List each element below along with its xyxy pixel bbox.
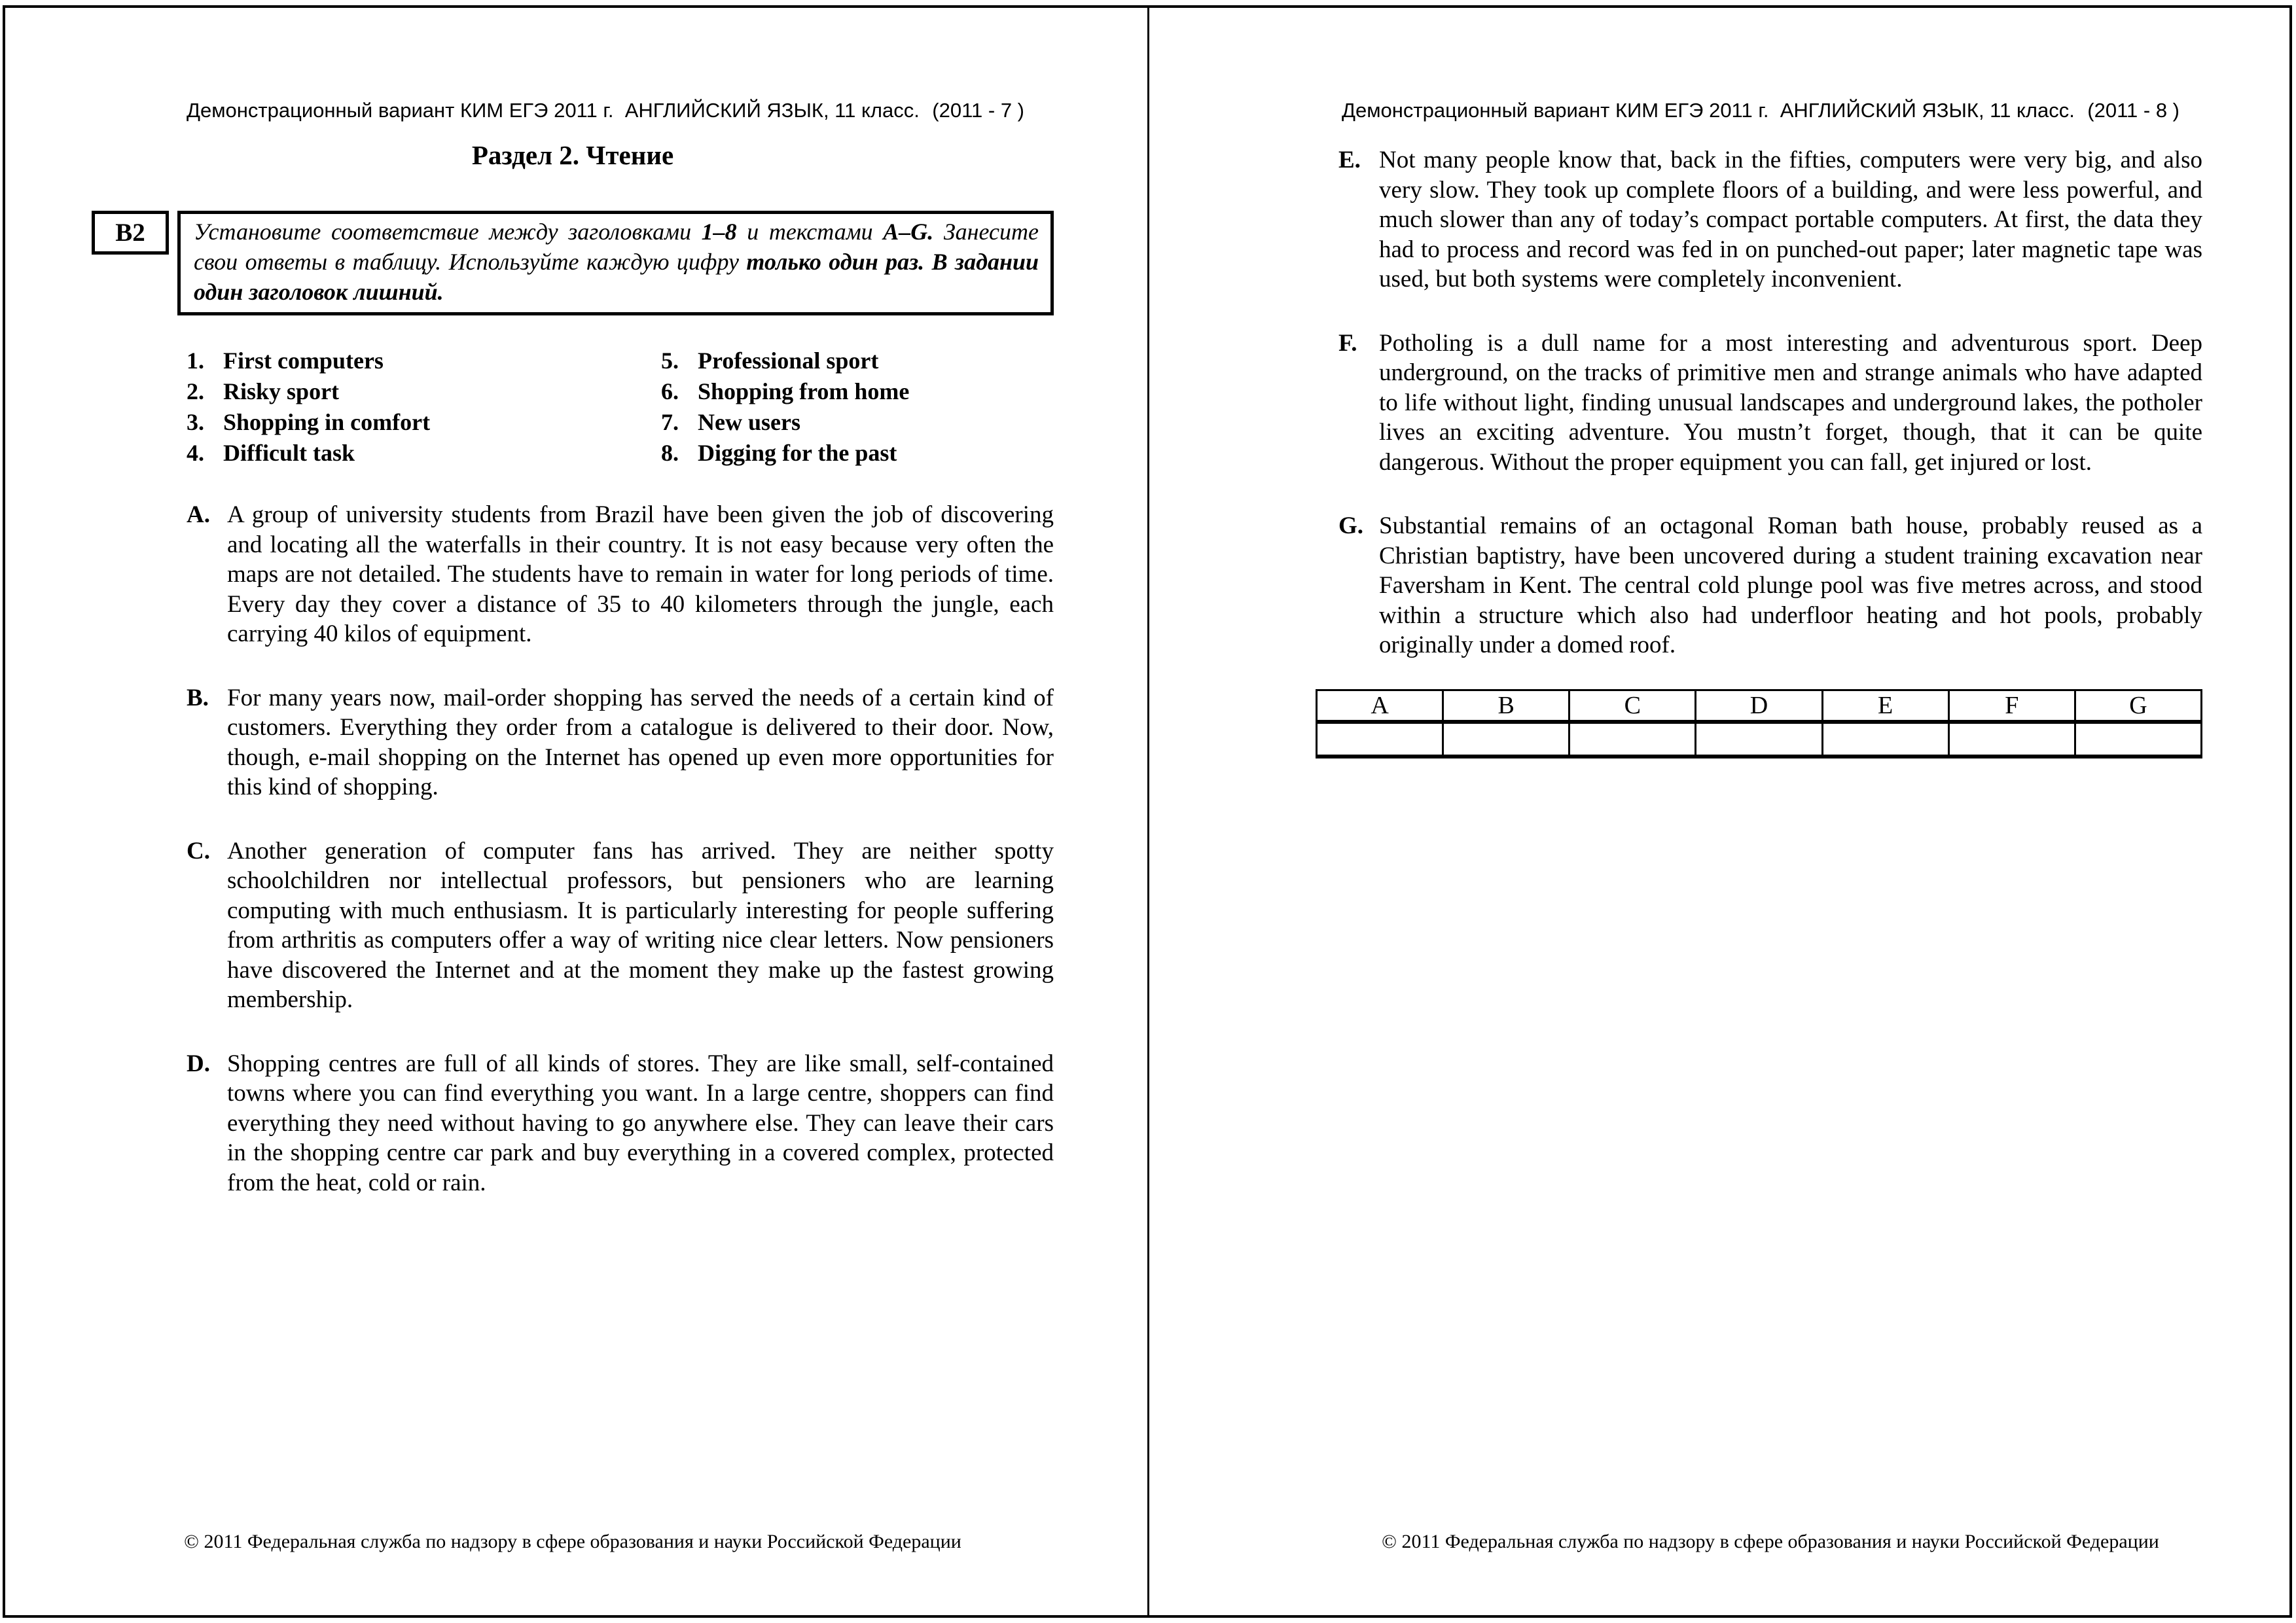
heading-label: Shopping from home	[698, 378, 910, 404]
answer-table-header-row	[1317, 690, 2202, 722]
text-paragraph-f	[1338, 329, 2202, 478]
text-paragraph-a	[187, 500, 1054, 649]
answer-cell-f	[1948, 722, 2075, 757]
instruction-segment: Занесите свои ответы в таблицу. Используйте каждую цифру	[194, 219, 1039, 275]
answer-column-header-f: F	[1948, 690, 2075, 722]
answer-cell-d	[1696, 722, 1822, 757]
heading-number: 2.	[187, 378, 204, 404]
heading-number: 4.	[187, 440, 204, 466]
answer-column-header-a: A	[1317, 690, 1443, 722]
task-row	[92, 211, 1054, 315]
text-paragraph-e	[1338, 145, 2202, 294]
headings-column-1	[187, 346, 661, 469]
heading-number: 8.	[661, 440, 679, 466]
heading-option-7	[661, 407, 1054, 438]
answer-column-header-c: C	[1570, 690, 1696, 722]
answer-table-input-row	[1317, 722, 2202, 757]
heading-option-8	[661, 438, 1054, 469]
instruction-segment: и текстами	[736, 219, 884, 245]
header-page-number: (2011 - 7 )	[932, 99, 1024, 122]
text-paragraph-d	[187, 1049, 1054, 1198]
paragraph-letter: E.	[1338, 147, 1361, 173]
answer-column-header-e: E	[1822, 690, 1948, 722]
paragraph-letter: C.	[187, 837, 210, 865]
copyright-footer: © 2011 Федеральная служба по надзору в сфере образования и науки Российской Федерации	[1382, 1531, 2159, 1552]
header-page-number: (2011 - 8 )	[2087, 99, 2179, 122]
page-header	[187, 98, 1024, 123]
page-header	[1342, 98, 2179, 123]
heading-option-6	[661, 376, 1054, 407]
paragraph-body: Shopping centres are full of all kinds of stores. They are like small, self-contained towns where you can find everything you want. In a large centre, shoppers can find everything they need without having to go anywhere else. They can leave their cars in the shopping centre car park and buy everything in a covered complex, protected from the heat, cold or rain.	[227, 1050, 1054, 1196]
instruction-segment-bold: А–G.	[883, 219, 934, 245]
heading-number: 6.	[661, 378, 679, 404]
page-divider-line	[1147, 7, 1149, 1616]
paragraph-letter: F.	[1338, 329, 1357, 357]
paragraph-letter: G.	[1338, 512, 1364, 539]
paragraph-body: Substantial remains of an octagonal Roman bath house, probably reused as a Christian baptistry, have been uncovered during a student training excavation near Faversham in Kent. The central cold plunge pool was five metres across, and stood within a structure which also had underfloor heating and hot pools, probably originally under a domed roof.	[1379, 512, 2202, 658]
instruction-segment-bold: только один раз. В задании один заголовок лишний.	[194, 249, 1039, 305]
paragraph-body: Another generation of computer fans has arrived. They are neither spotty schoolchildren nor intellectual professors, but pensioners who are learning computing with much enthusiasm. It is particularly interesting for people suffering from arthritis as computers offer a way of writing nice clear letters. Now pensioners have discovered the Internet and at the moment they make up the fastest growing membership.	[227, 837, 1054, 1013]
heading-option-1	[187, 346, 661, 376]
paragraph-letter: B.	[187, 684, 209, 711]
paragraph-body: Not many people know that, back in the fifties, computers were very big, and also very slow. They took up complete floors of a building, and were less powerful, and much slower than any of today’s compact portable computers. At first, the data they had to process and record was fed in on punched-out paper; later magnetic tape was used, but both systems were completely inconvenient.	[1379, 147, 2202, 293]
copyright-footer: © 2011 Федеральная служба по надзору в сфере образования и науки Российской Федерации	[184, 1531, 961, 1552]
answer-column-header-b: B	[1443, 690, 1570, 722]
headings-column-2	[661, 346, 1054, 469]
heading-option-4	[187, 438, 661, 469]
heading-label: First computers	[223, 348, 384, 374]
heading-label: Digging for the past	[698, 440, 897, 466]
paragraph-letter: A.	[187, 501, 210, 528]
answer-cell-c	[1570, 722, 1696, 757]
answer-cell-b	[1443, 722, 1570, 757]
text-paragraph-c	[187, 836, 1054, 1015]
heading-option-2	[187, 376, 661, 407]
section-title: Раздел 2. Чтение	[471, 140, 674, 170]
heading-label: Professional sport	[698, 348, 879, 374]
answer-cell-g	[2075, 722, 2201, 757]
heading-number: 7.	[661, 409, 679, 435]
instruction-segment-bold: 1–8	[701, 219, 737, 245]
task-instruction	[177, 211, 1054, 315]
answer-table	[1316, 689, 2202, 758]
heading-number: 3.	[187, 409, 204, 435]
heading-label: Risky sport	[223, 378, 340, 404]
page-left	[92, 0, 1054, 1623]
paragraph-body: Potholing is a dull name for a most interesting and adventurous sport. Deep underground, on the tracks of primitive men and strange animals who have adapted to life without light, finding unusual landscapes and underground lakes, the potholer lives an exciting adventure. You mustn’t forget, though, that it can be quite dangerous. Without the proper equipment you can fall, get injured or lost.	[1379, 329, 2202, 476]
task-number-badge: В2	[92, 211, 169, 255]
paragraph-body: A group of university students from Brazil have been given the job of discovering and locating all the waterfalls in their country. It is not easy because very often the maps are not detailed. The students have to remain in water for long periods of time. Every day they cover a distance of 35 to 40 kilometers through the jungle, each carrying 40 kilos of equipment.	[227, 501, 1054, 647]
header-title: Демонстрационный вариант КИМ ЕГЭ 2011 г. АНГЛИЙСКИЙ ЯЗЫК, 11 класс.	[1342, 99, 2075, 122]
page-right	[1338, 0, 2202, 1623]
headings-list	[187, 346, 1054, 469]
answer-column-header-g: G	[2075, 690, 2201, 722]
heading-number: 1.	[187, 348, 204, 374]
paragraph-letter: D.	[187, 1050, 210, 1077]
answer-cell-e	[1822, 722, 1948, 757]
text-paragraph-g	[1338, 511, 2202, 660]
heading-label: Shopping in comfort	[223, 409, 431, 435]
header-title: Демонстрационный вариант КИМ ЕГЭ 2011 г. АНГЛИЙСКИЙ ЯЗЫК, 11 класс.	[187, 99, 920, 122]
paragraph-body: For many years now, mail-order shopping has served the needs of a certain kind of customers. Everything they order from a catalogue is delivered to their door. Now, though, e-mail shopping on the Internet has opened up even more opportunities for this kind of shopping.	[227, 684, 1054, 800]
text-paragraph-b	[187, 683, 1054, 802]
heading-number: 5.	[661, 348, 679, 374]
heading-label: Difficult task	[223, 440, 355, 466]
heading-option-3	[187, 407, 661, 438]
instruction-segment: Установите соответствие между заголовками	[194, 219, 702, 245]
answer-column-header-d: D	[1696, 690, 1822, 722]
heading-option-5	[661, 346, 1054, 376]
heading-label: New users	[698, 409, 800, 435]
answer-cell-a	[1317, 722, 1443, 757]
